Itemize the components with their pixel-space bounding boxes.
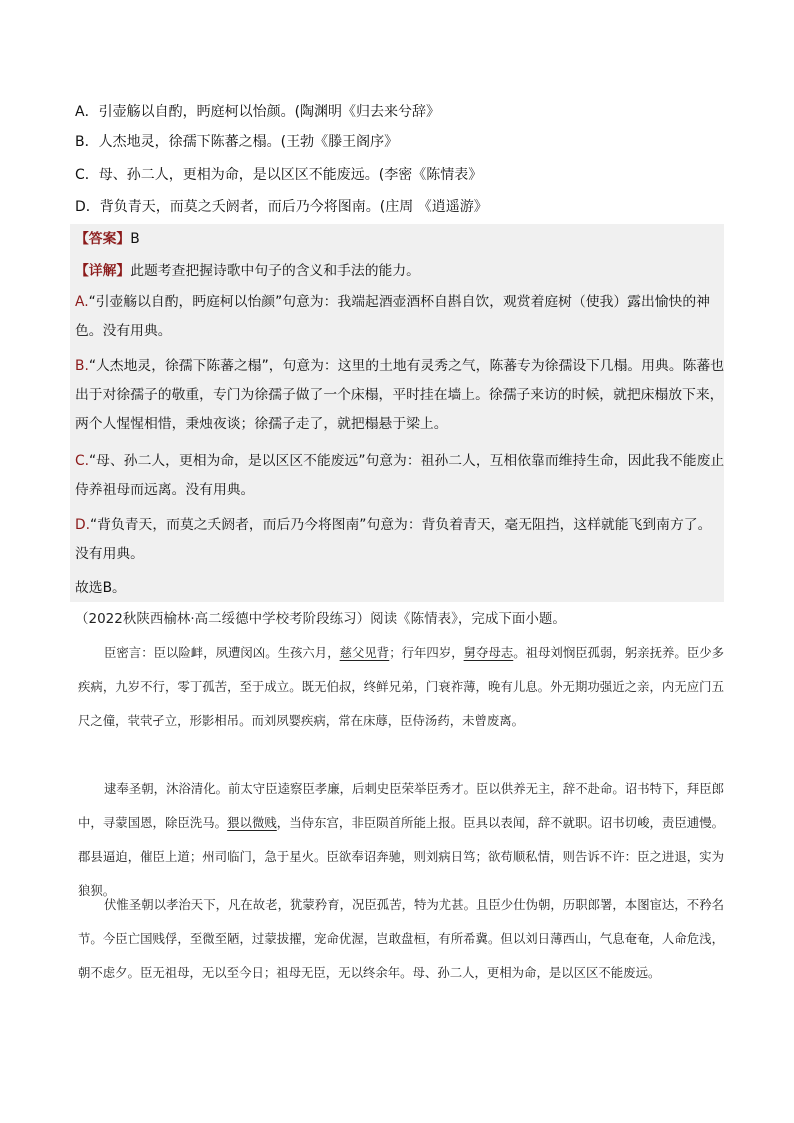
option-b: B．人杰地灵，徐孺下陈蕃之榻。(王勃《滕王阁序》 (75, 134, 399, 150)
detail-a-text: “引壶觞以自酌，眄庭柯以怡颜”句意为：我端起酒壶酒杯自斟自饮，观赏着庭树（使我）露出愉快的神色。没有用典。 (75, 294, 710, 339)
passage-text: ；行年四岁， (389, 645, 464, 660)
passage-text: 逮奉圣朝，沐浴清化。前太守臣逵察臣孝廉，后刺史臣荣举臣秀才。臣以供养无主，辞不赴命。诏书特下，拜臣郎中，寻蒙国恩，除臣洗马。 (78, 781, 724, 830)
passage-paragraph-1 (78, 636, 724, 738)
underlined-phrase: 猥以微贱 (227, 815, 277, 830)
detail-conclusion: 故选B。 (75, 580, 126, 596)
answer-line (75, 225, 725, 254)
detail-c-text: “母、孙二人，更相为命，是以区区不能废远”句意为：祖孙二人，互相依靠而维持生命，因此我不能废止侍养祖母而远离。没有用典。 (75, 453, 725, 498)
underlined-phrase: 慈父见背 (339, 645, 390, 660)
detail-intro (75, 257, 725, 286)
option-c: C．母、孙二人，更相为命，是以区区不能废远。(李密《陈情表》 (75, 167, 483, 183)
detail-intro-text: 此题考查把握诗歌中句子的含义和手法的能力。 (130, 263, 420, 279)
detail-b (75, 352, 725, 439)
underlined-phrase: 舅夺母志 (463, 645, 514, 660)
detail-b-text: “人杰地灵，徐孺下陈蕃之榻”，句意为：这里的土地有灵秀之气，陈蕃专为徐孺设下几榻。用典。陈蕃也出于对徐孺子的敬重，专门为徐孺子做了一个床榻，平时挂在墙上。徐孺子来访的时候，就把床榻放下来，两个人惺惺相惜，秉烛夜谈；徐孺子走了，就把榻悬于梁上。 (75, 358, 725, 432)
detail-d-mark: D. (75, 517, 91, 533)
detail-a-mark: A. (75, 294, 89, 310)
passage-text: 臣密言：臣以险衅，夙遭闵凶。生孩六月， (104, 645, 340, 660)
option-d: D．背负青天，而莫之夭阏者，而后乃今将图南。(庄周 《逍遥游》 (75, 199, 488, 215)
passage-paragraph-3: 伏惟圣朝以孝治天下，凡在故老，犹蒙矜育，况臣孤苦，特为尤甚。且臣少仕伪朝，历职郎署，本图宦达，不矜名节。今臣亡国贱俘，至微至陋，过蒙拔擢，宠命优渥，岂敢盘桓，有所希冀。但以刘日薄西山，气息奄奄，人命危浅，朝不虑夕。臣无祖母，无以至今日；祖母无臣，无以终余年。母、孙二人，更相为命，是以区区不能废远。 (78, 897, 724, 980)
detail-b-mark: B. (75, 358, 89, 374)
detail-tag: 【详解】 (75, 263, 131, 279)
option-a: A．引壶觞以自酌，眄庭柯以怡颜。(陶渊明《归去来兮辞》 (75, 104, 441, 120)
detail-d (75, 511, 725, 569)
source-line: （2022秋陕西榆林·高二绥德中学校考阶段练习）阅读《陈情表》，完成下面小题。 (75, 611, 566, 627)
answer-tag: 【答案】 (75, 231, 131, 247)
passage-text: ，当侍东宫，非臣陨首所能上报。臣具以表闻，辞不就职。诏书切峻，责臣逋慢。郡县逼迫，催臣上道；州司临门，急于星火。臣欲奉诏奔驰，则刘病日笃；欲苟顺私情，则告诉不许：臣之进退，实为狼狈。 (78, 815, 725, 898)
passage-text: 。祖母刘悯臣孤弱，躬亲抚养。臣少多疾病，九岁不行，零丁孤苦，至于成立。既无伯叔，终鲜兄弟，门衰祚薄，晚有儿息。外无期功强近之亲，内无应门五尺之僮，茕茕孑立，形影相吊。而刘夙婴疾病，常在床蓐，臣侍汤药，未曾废离。 (78, 645, 725, 728)
detail-c-mark: C. (75, 453, 90, 469)
detail-c (75, 447, 725, 505)
detail-a (75, 288, 725, 346)
detail-d-text: “背负青天，而莫之夭阏者，而后乃今将图南”句意为：背负着青天，毫无阻挡，这样就能飞到南方了。没有用典。 (75, 517, 712, 562)
answer-value: B (130, 231, 140, 247)
